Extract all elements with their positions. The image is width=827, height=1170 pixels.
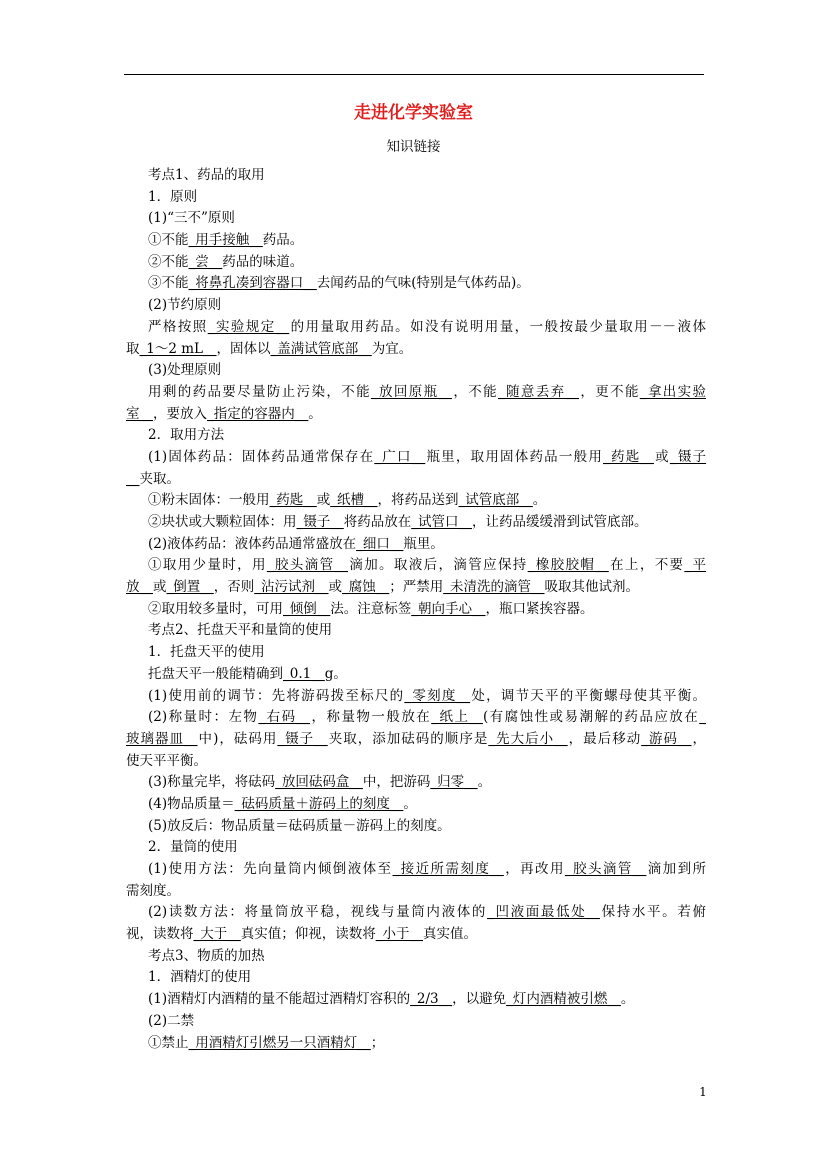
answer-blank: _镊子 [669,448,707,465]
text-line [126,1033,706,1055]
text-segment: (1)酒精灯内酒精的量不能超过酒精灯容积的 [148,991,411,1008]
text-line [126,751,706,773]
answer-blank: _药匙__ [603,448,654,465]
text-segment: (2)读数方法：将量筒放平稳，视线与量筒内液体的 [148,904,488,921]
text-segment: ，否则 [213,579,255,596]
page-number: 1 [699,1085,707,1099]
text-segment: 真实值。 [423,926,477,943]
answer-blank: _归零__ [430,774,478,791]
text-segment: (3)称量完毕，将砝码 [148,774,276,791]
answer-blank: _倾倒__ [283,600,331,617]
text-segment: 使天平平衡。 [126,752,207,769]
answer-blank: _药匙__ [269,492,317,509]
text-line [126,924,706,946]
answer-blank: _镊子__ [277,730,328,747]
answer-blank: _大于__ [193,926,241,943]
answer-blank: _砝码质量＋游码上的刻度__ [234,795,404,812]
text-segment: 或 [153,579,167,596]
text-line [126,1011,706,1033]
answer-blank: _镊子__ [296,514,344,530]
text-segment: ②块状或大颗粒固体：用 [148,514,297,530]
text-segment: 。 [532,492,547,509]
text-segment: 保持水平。若俯 [599,904,706,921]
answer-blank: _放回砝码盒__ [275,774,363,791]
text-segment: 夹取，添加砝码的顺序是 [327,730,489,747]
answer-blank: _未清洗的滴管__ [443,579,545,596]
text-segment: ，更不能 [579,383,640,400]
text-segment: 或 [328,579,342,596]
answer-blank: _细口__ [356,535,404,552]
text-line [126,230,706,252]
text-line [126,946,706,968]
text-line [126,902,706,924]
text-line [126,295,706,317]
text-segment: ，再改用 [503,861,565,877]
answer-blank: _沾污试剂__ [254,579,329,596]
text-line [126,881,706,903]
answer-blank: _橡胶胶帽__ [527,557,609,574]
answer-blank: _ [699,709,706,726]
answer-blank: _纸槽__ [330,492,378,509]
text-segment: ①粉末固体：一般用 [148,492,270,509]
answer-blank: _纸上__ [431,709,483,726]
text-line [126,382,706,404]
text-segment: 药品的味道。 [222,253,304,270]
text-segment: ①不能 [148,232,189,249]
text-line [126,816,706,838]
text-segment: 严格按照 [148,318,208,335]
text-segment: 的用量取用药品。如没有说明用量，一般按最少量取用－－液体 [289,318,706,335]
text-segment: (2)称量时：左物 [148,709,259,726]
text-segment: 需刻度。 [126,882,180,899]
answer-blank: _随意丢弃__ [497,383,580,400]
text-segment: 取 [126,340,140,357]
text-segment: 在上，不要 [608,557,685,574]
text-segment: 考点1、药品的取用 [148,167,265,183]
text-line [126,360,706,382]
text-segment: ，将药品送到 [377,492,459,509]
text-line [126,252,706,274]
text-segment: ，称量物一般放在 [310,709,432,726]
document-title: 走进化学实验室 [354,103,473,123]
text-line [126,686,706,708]
text-line [126,555,706,577]
text-line [126,208,706,230]
text-segment: 真实值；仰视，读数将 [240,926,376,943]
answer-blank: _朝向手心__ [411,600,486,617]
text-segment: 或 [653,448,670,465]
answer-blank: _腐蚀__ [342,579,390,596]
answer-blank: _将鼻孔凑到容器口__ [188,275,317,292]
text-segment: 去闻药品的气味(特别是气体药品)。 [316,275,530,292]
answer-blank: 放__ [126,579,153,596]
text-segment: ，固体以 [216,340,271,357]
answer-blank: _试管口__ [411,514,472,530]
text-line [126,490,706,512]
answer-blank: _盖满试管底部__ [270,340,372,357]
text-line [126,273,706,295]
text-segment: (5)放反后：物品质量＝砝码质量－游码上的刻度。 [148,817,451,834]
text-segment: (1)“三不”原则 [148,210,235,227]
text-line [126,187,706,209]
text-segment: (2)液体药品：液体药品通常盛放在 [148,535,357,552]
text-segment: 法。注意标签 [330,600,412,617]
text-segment: 瓶里，取用固体药品一般用 [425,448,604,465]
text-segment: ；严禁用 [389,579,444,596]
text-segment: 视，读数将 [126,926,194,943]
section-subtitle: 知识链接 [386,139,441,155]
answer-blank: __ [126,470,140,487]
answer-blank: 玻璃器皿__ [126,730,198,747]
answer-blank: _用手接触__ [188,232,263,249]
text-line [126,729,706,751]
text-line [126,664,706,686]
text-segment: ，最后移动 [567,730,642,747]
answer-blank: _小于__ [375,926,423,943]
answer-blank: _实验规定__ [207,318,290,335]
answer-blank: _灯内酒精被引燃__ [506,991,621,1008]
answer-blank: _平 [684,557,707,574]
text-line [126,534,706,556]
text-segment: 。 [477,774,492,791]
text-line [126,967,706,989]
text-segment: ，以避免 [452,991,507,1008]
text-segment: 2．量筒的使用 [148,839,238,856]
answer-blank: _倒置__ [166,579,214,596]
text-segment: (1)固体药品：固体药品通常保存在 [148,448,375,465]
text-segment: 将药品放在 [343,514,412,530]
text-line [126,859,706,881]
text-segment: 处，调节天平的平衡螺母使其平衡。 [470,687,707,704]
text-segment: 或 [316,492,331,509]
text-segment: g。 [324,665,347,682]
text-segment: (2)二禁 [148,1012,195,1029]
text-segment: 瓶里。 [403,535,444,552]
text-line [126,642,706,664]
text-segment: ，不能 [452,383,498,400]
text-line [126,317,706,339]
text-line [126,339,706,361]
text-line [126,165,706,187]
text-segment: 考点2、托盘天平和量筒的使用 [148,622,333,639]
text-segment: (1)使用前的调节：先将游码拨至标尺的 [148,687,405,704]
text-segment: 滴加到所 [646,861,707,877]
text-segment: 药品。 [262,232,304,249]
text-line [126,772,706,794]
text-segment: 滴加。取液后，滴管应保持 [347,557,528,574]
text-segment: ①禁止 [148,1034,189,1051]
text-segment: ，让药品缓缓滑到试管底部。 [472,514,648,530]
answer-blank: 室__ [126,405,153,422]
answer-blank: _1～2 mL__ [139,340,217,357]
answer-blank: _零刻度__ [404,687,471,704]
text-segment: 吸取其他试剂。 [544,579,639,596]
text-segment: (3)处理原则 [148,362,222,379]
text-segment: 中，把游码 [362,774,431,791]
answer-blank: _游码__ [641,730,692,747]
answer-blank: _尝__ [188,253,223,270]
answer-blank: _胶头滴管__ [564,861,647,877]
answer-blank: _广口__ [374,448,426,465]
answer-blank: _右码__ [258,709,311,726]
text-segment: 1．原则 [148,188,198,205]
text-segment: 。 [620,991,635,1008]
text-segment: ③不能 [148,275,189,292]
document-body [126,165,706,1054]
text-line [126,447,706,469]
text-segment: 用剩的药品要尽量防止污染，不能 [148,383,371,400]
answer-blank: _胶头滴管__ [266,557,348,574]
text-segment: ，瓶口紧挨容器。 [485,600,594,617]
text-segment: 考点3、物质的加热 [148,947,265,964]
text-line [126,620,706,642]
text-segment: 夹取。 [139,470,180,487]
text-segment: (1)使用方法：先向量筒内倾倒液体至 [148,861,393,877]
text-segment: ，要放入 [153,405,207,422]
answer-blank: _0.1__ [283,665,325,682]
text-segment: 托盘天平一般能精确到 [148,665,283,682]
text-line [126,577,706,599]
text-line [126,837,706,859]
text-line [126,707,706,729]
answer-blank: _放回原瓶__ [370,383,452,400]
text-segment: ①取用少量时，用 [148,557,267,574]
text-segment: ； [370,1034,385,1051]
text-line [126,512,706,534]
header-rule [124,74,704,75]
text-segment: ②取用较多量时，可用 [148,600,283,617]
answer-blank: _凹液面最低处__ [487,904,600,921]
text-line [126,404,706,426]
text-line [126,794,706,816]
answer-blank: _用酒精灯引燃另一只酒精灯__ [188,1034,371,1051]
text-segment: ， [691,730,707,747]
answer-blank: _试管底部__ [458,492,533,509]
text-segment: ②不能 [148,253,189,270]
answer-blank: _2/3__ [410,991,453,1008]
text-segment: 。 [403,795,417,812]
text-segment: 1．酒精灯的使用 [148,969,252,986]
text-segment: 2．取用方法 [148,427,225,444]
text-line [126,599,706,621]
text-segment: 1．托盘天平的使用 [148,644,265,661]
text-segment: (2)节约原则 [148,297,222,314]
answer-blank: _先大后小__ [488,730,568,747]
text-line [126,469,706,491]
text-line [126,425,706,447]
text-segment: 中)，砝码用 [197,730,278,747]
text-segment: (有腐蚀性或易潮解的药品应放在 [482,709,700,726]
answer-blank: _拿出实验 [639,383,707,400]
text-segment: (4)物品质量＝ [148,795,235,812]
answer-blank: _接近所需刻度__ [392,861,504,877]
answer-blank: _指定的容器内__ [207,405,309,422]
text-segment: 为宜。 [371,340,413,357]
text-segment: 。 [308,405,322,422]
text-line [126,989,706,1011]
